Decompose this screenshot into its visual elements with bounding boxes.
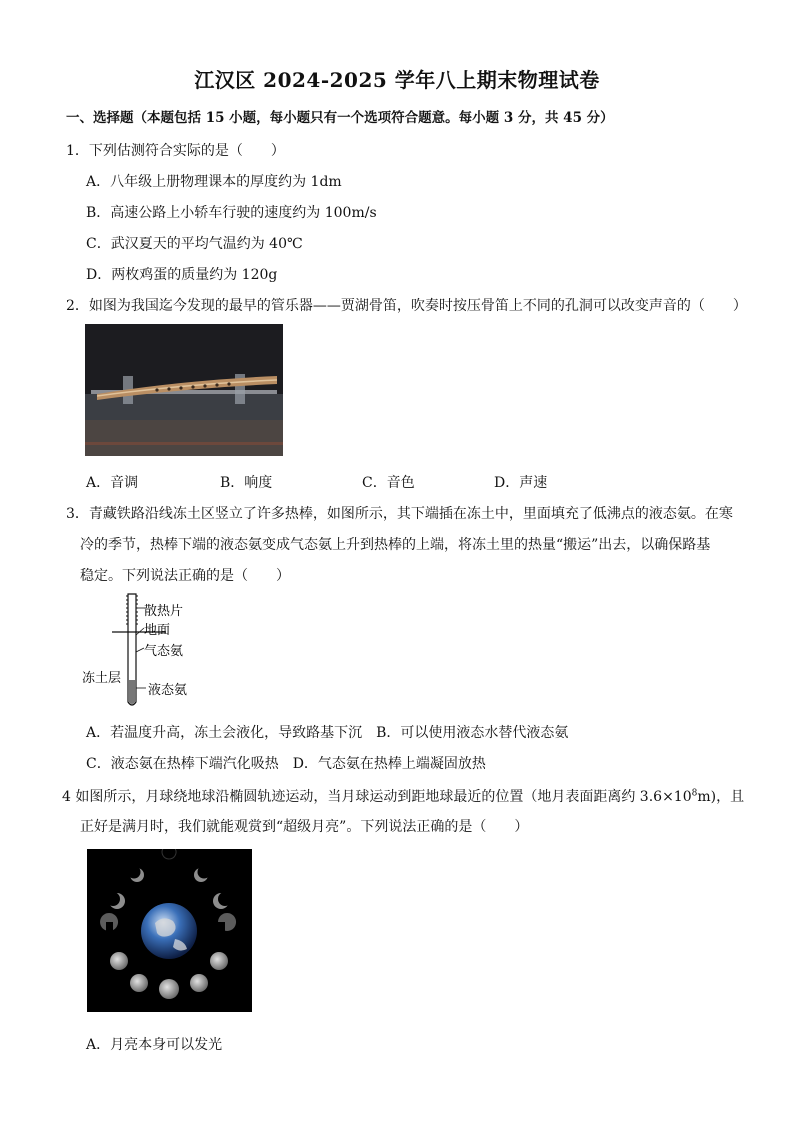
label-liquid-ammonia: 液态氨	[148, 683, 188, 698]
question-1-stem: 1．下列估测符合实际的是（ ）	[66, 143, 285, 159]
question-4-stem-part-a: 4 如图所示，月球绕地球沿椭圆轨迹运动，当月球运动到距地球最近的位置（地月表面距离约 3.6×10	[62, 789, 692, 805]
question-2-option-a: A．音调	[86, 475, 139, 491]
label-fins: 散热片	[144, 604, 184, 619]
question-2-options	[86, 472, 606, 490]
question-1-option-b: B．高速公路上小轿车行驶的速度约为 100m/s	[86, 205, 377, 221]
label-ground: 地面	[144, 623, 171, 638]
question-3-options-row-1: A．若温度升高，冻土会液化，导致路基下沉 B．可以使用液态水替代液态氨	[86, 725, 569, 741]
question-1-option-c: C．武汉夏天的平均气温约为 40℃	[86, 236, 303, 252]
question-1-option-d: D．两枚鸡蛋的质量约为 120g	[86, 267, 278, 283]
question-2-option-b: B．响度	[220, 475, 273, 491]
question-4-stem-part-b: m)，且	[697, 789, 745, 805]
question-3-stem-line-2: 冷的季节，热棒下端的液态氨变成气态氨上升到热棒的上端，将冻土里的热量“搬运”出去，以确保路基	[80, 537, 711, 553]
label-gas-ammonia: 气态氨	[144, 644, 184, 659]
question-4-stem-line-2: 正好是满月时，我们就能观赏到“超级月亮”。下列说法正确的是（ ）	[80, 819, 529, 835]
question-2-option-d: D．声速	[494, 475, 548, 491]
heat-pipe-diagram	[80, 590, 280, 712]
heat-pipe-drawing	[80, 590, 280, 712]
bone-flute-photo	[85, 324, 283, 456]
question-2-stem: 2．如图为我国迄今发现的最早的管乐器——贾湖骨笛，吹奏时按压骨笛上不同的孔洞可以改变声音的（ ）	[66, 298, 747, 314]
question-3-stem-line-3: 稳定。下列说法正确的是（ ）	[80, 568, 290, 584]
section-heading: 一、选择题（本题包括 15 小题，每小题只有一个选项符合题意。每小题 3 分，共 45 分）	[66, 110, 614, 126]
question-4-stem-line-1	[62, 786, 744, 806]
question-4-exponent: 8	[691, 788, 698, 799]
page-title: 江汉区 2024-2025 学年八上期末物理试卷	[194, 68, 600, 92]
question-1-option-a: A．八年级上册物理课本的厚度约为 1dm	[86, 174, 342, 190]
moon-phases-image	[87, 849, 252, 1012]
question-3-stem-line-1: 3．青藏铁路沿线冻土区竖立了许多热棒，如图所示，其下端插在冻土中，里面填充了低沸点的液态氨。在寒	[66, 506, 733, 522]
bone-flute-image	[85, 324, 283, 456]
question-2-option-c: C．音色	[362, 475, 415, 491]
question-3-options-row-2: C．液态氨在热棒下端汽化吸热 D．气态氨在热棒上端凝固放热	[86, 756, 486, 772]
label-frozen-layer: 冻土层	[82, 671, 122, 686]
super-moon-photo	[87, 849, 252, 1012]
question-4-option-a: A．月亮本身可以发光	[86, 1037, 223, 1053]
